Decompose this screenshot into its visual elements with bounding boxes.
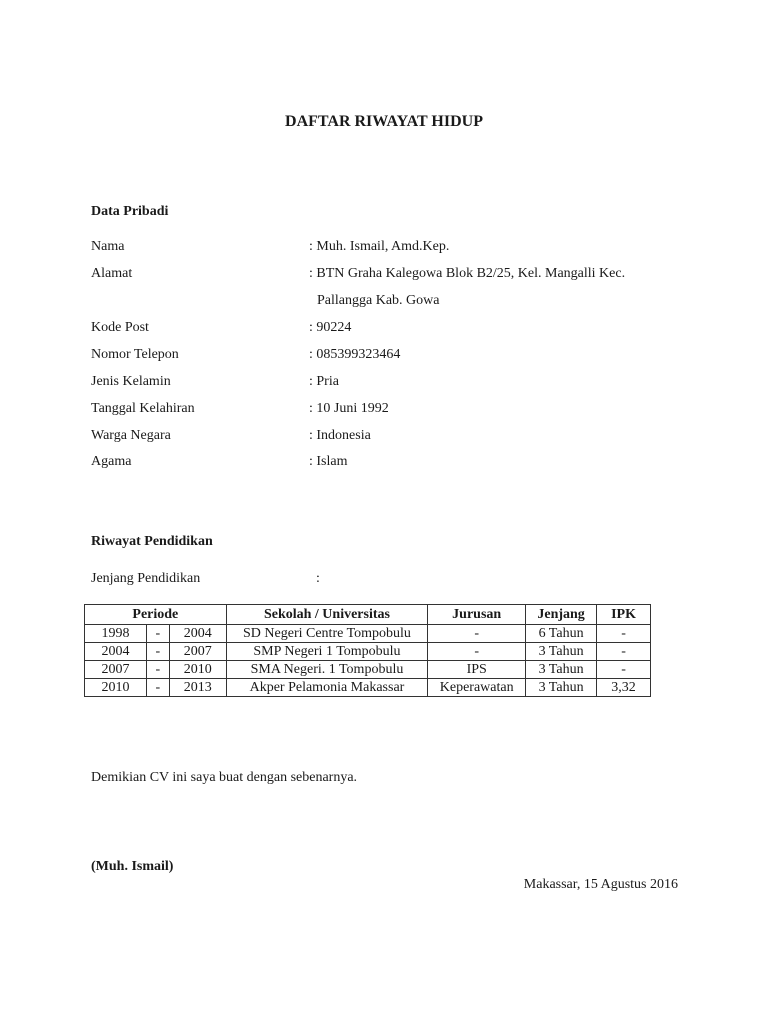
header-ipk: IPK — [597, 605, 651, 625]
closing-statement: Demikian CV ini saya buat dengan sebenarnya. — [91, 770, 358, 785]
value-kode-post: : 90224 — [309, 320, 352, 335]
major: - — [428, 625, 526, 643]
school-name: SMP Negeri 1 Tompobulu — [226, 643, 428, 661]
header-jurusan: Jurusan — [428, 605, 526, 625]
label-nomor-telepon: Nomor Telepon — [91, 347, 179, 362]
document-title: DAFTAR RIWAYAT HIDUP — [285, 113, 483, 130]
table-row — [85, 679, 651, 697]
period-start: 2010 — [85, 679, 147, 697]
value-tanggal-kelahiran: : 10 Juni 1992 — [309, 401, 389, 416]
school-name: SMA Negeri. 1 Tompobulu — [226, 661, 428, 679]
major: - — [428, 643, 526, 661]
header-sekolah: Sekolah / Universitas — [226, 605, 428, 625]
jenjang-pendidikan-colon: : — [316, 571, 320, 586]
table-row — [85, 643, 651, 661]
value-alamat: : BTN Graha Kalegowa Blok B2/25, Kel. Mangalli Kec. — [309, 266, 626, 281]
table-row — [85, 625, 651, 643]
label-warga-negara: Warga Negara — [91, 428, 171, 443]
education-table — [84, 604, 651, 697]
period-end: 2004 — [169, 625, 226, 643]
duration: 3 Tahun — [526, 643, 597, 661]
header-jenjang: Jenjang — [526, 605, 597, 625]
place-date: Makassar, 15 Agustus 2016 — [523, 877, 678, 892]
header-periode: Periode — [85, 605, 227, 625]
table-row — [85, 661, 651, 679]
label-tanggal-kelahiran: Tanggal Kelahiran — [91, 401, 195, 416]
school-name: SD Negeri Centre Tompobulu — [226, 625, 428, 643]
major: Keperawatan — [428, 679, 526, 697]
gpa: - — [597, 643, 651, 661]
value-nama: : Muh. Ismail, Amd.Kep. — [309, 239, 450, 254]
value-jenis-kelamin: : Pria — [309, 374, 339, 389]
value-agama: : Islam — [309, 454, 348, 469]
section-heading-personal: Data Pribadi — [91, 204, 169, 219]
duration: 3 Tahun — [526, 679, 597, 697]
gpa: 3,32 — [597, 679, 651, 697]
section-heading-education: Riwayat Pendidikan — [91, 534, 213, 549]
label-jenjang-pendidikan: Jenjang Pendidikan — [91, 571, 201, 586]
value-warga-negara: : Indonesia — [309, 428, 371, 443]
period-dash: - — [146, 625, 169, 643]
label-jenis-kelamin: Jenis Kelamin — [91, 374, 171, 389]
period-dash: - — [146, 661, 169, 679]
signature-name: (Muh. Ismail) — [91, 859, 174, 874]
label-nama: Nama — [91, 239, 125, 254]
period-start: 2007 — [85, 661, 147, 679]
school-name: Akper Pelamonia Makassar — [226, 679, 428, 697]
education-table-header — [85, 605, 651, 625]
label-agama: Agama — [91, 454, 132, 469]
duration: 6 Tahun — [526, 625, 597, 643]
period-end: 2013 — [169, 679, 226, 697]
gpa: - — [597, 661, 651, 679]
value-alamat-line2: Pallangga Kab. Gowa — [317, 293, 440, 308]
period-dash: - — [146, 679, 169, 697]
period-start: 2004 — [85, 643, 147, 661]
major: IPS — [428, 661, 526, 679]
period-end: 2010 — [169, 661, 226, 679]
value-nomor-telepon: : 085399323464 — [309, 347, 401, 362]
label-alamat: Alamat — [91, 266, 133, 281]
label-kode-post: Kode Post — [91, 320, 149, 335]
gpa: - — [597, 625, 651, 643]
duration: 3 Tahun — [526, 661, 597, 679]
period-end: 2007 — [169, 643, 226, 661]
period-dash: - — [146, 643, 169, 661]
period-start: 1998 — [85, 625, 147, 643]
